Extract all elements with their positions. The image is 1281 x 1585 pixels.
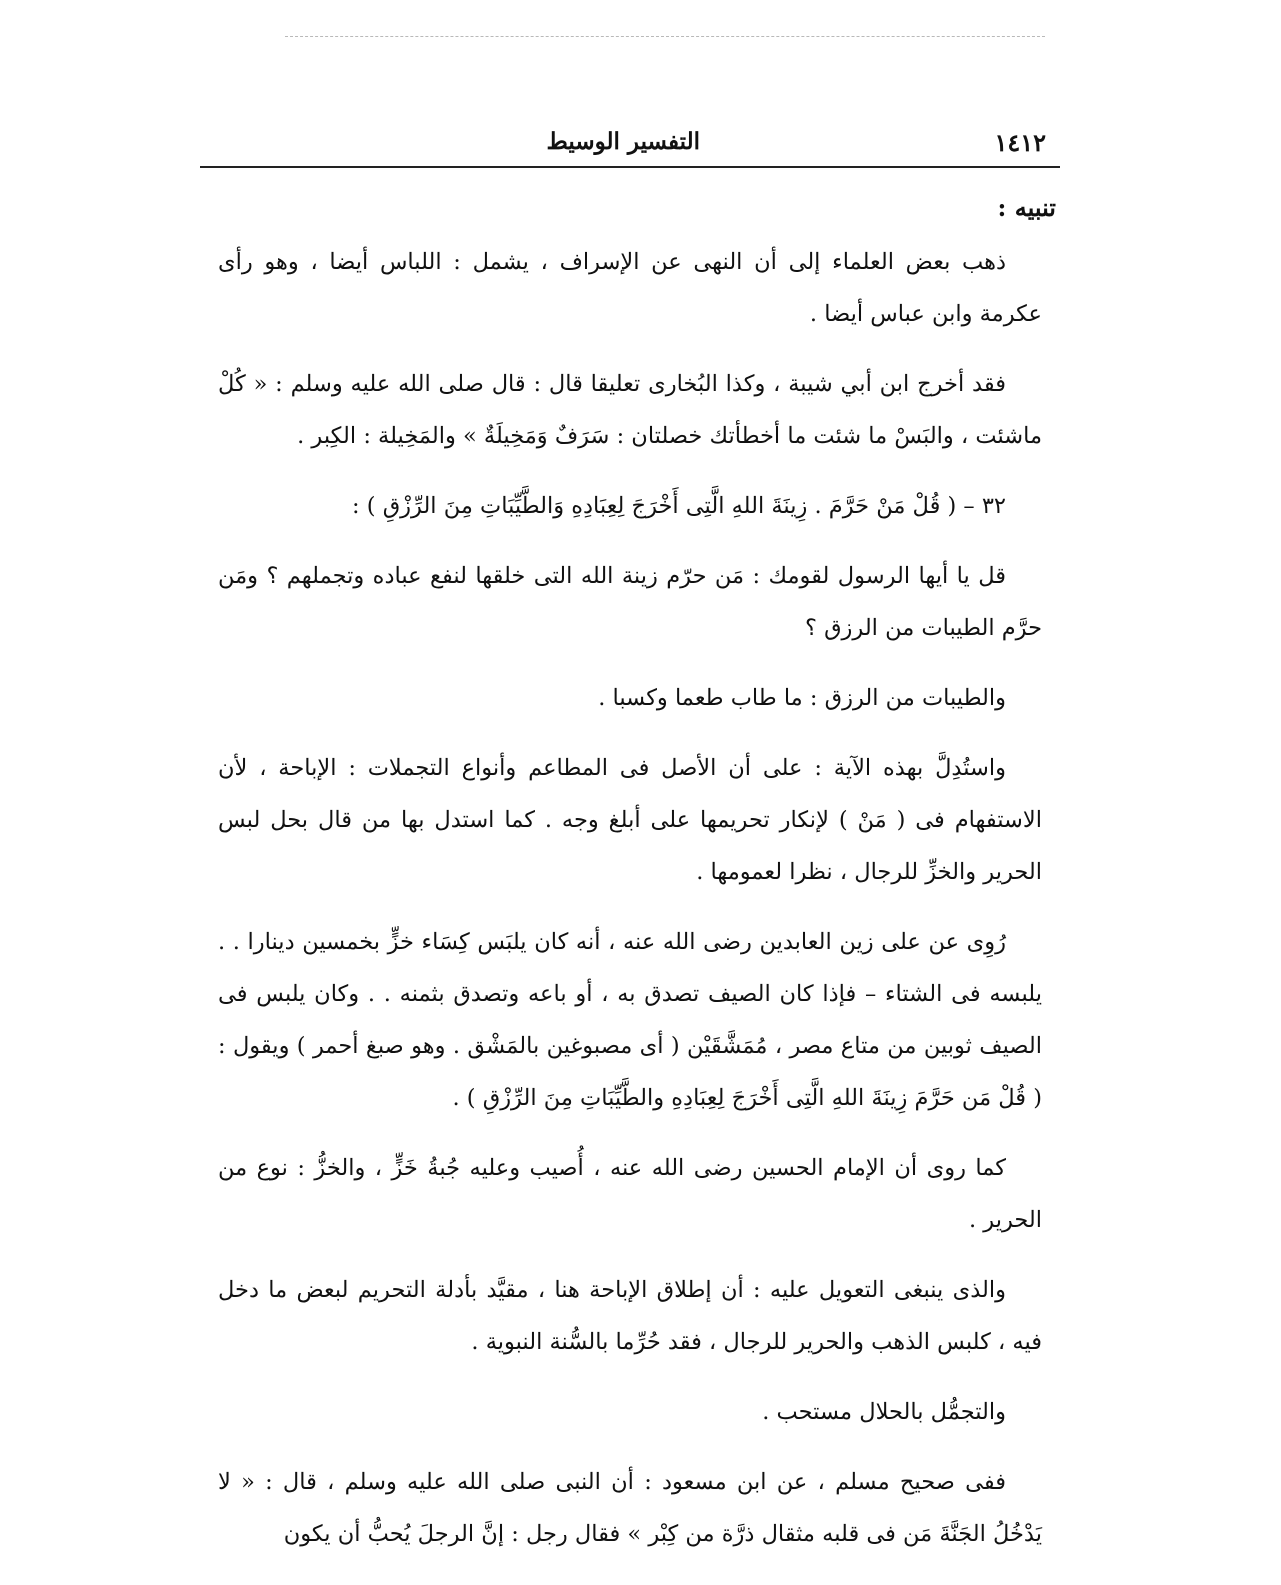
paragraph: كما روى أن الإمام الحسين رضى الله عنه ، أُصيب وعليه جُبةُ خَزٍّ ، والخزُّ : نوع من الحرير . [218, 1155, 1042, 1233]
paragraph: والذى ينبغى التعويل عليه : أن إطلاق الإباحة هنا ، مقيَّد بأدلة التحريم لبعض ما دخل فيه ، كلبس الذهب والحرير للرجال ، فقد حُرِّما بالسُّنة النبوية . [218, 1277, 1042, 1355]
paragraph: ففى صحيح مسلم ، عن ابن مسعود : أن النبى صلى الله عليه وسلم ، قال : « لا يَدْخُلُ الجَنَّةَ مَن فى قلبه مثقال ذرَّة من كِبْر » فقال رجل : إنَّ الرجلَ يُحبُّ أن يكون [218, 1469, 1042, 1547]
scan-edge-line [285, 36, 1045, 37]
paragraph: واستُدِلَّ بهذه الآية : على أن الأصل فى المطاعم وأنواع التجملات : الإباحة ، لأن الاستفهام فى ( مَنْ ) لإنكار تحريمها على أبلغ وجه . كما استدل بها من قال بحل لبس الحرير والخزِّ للرجال ، نظرا لعمومها . [218, 755, 1042, 885]
paragraph: والطيبات من الرزق : ما طاب طعما وكسبا . [598, 685, 1006, 711]
paragraph: والتجمُّل بالحلال مستحب . [762, 1399, 1006, 1425]
paragraph: قل يا أيها الرسول لقومك : مَن حرّم زينة الله التى خلقها لنفع عباده وتجملهم ؟ ومَن حرَّم الطيبات من الرزق ؟ [218, 563, 1042, 641]
running-title: التفسير الوسيط [546, 128, 700, 155]
paragraph: ذهب بعض العلماء إلى أن النهى عن الإسراف ، يشمل : اللباس أيضا ، وهو رأى عكرمة وابن عباس أيضا . [218, 249, 1042, 327]
page-number: ١٤١٢ [994, 128, 1046, 157]
page-header [200, 126, 1060, 168]
section-heading: تنبيه : [997, 193, 1056, 222]
paragraph: رُوِى عن على زين العابدين رضى الله عنه ، أنه كان يلبَس كِسَاء خزٍّ بخمسين دينارا . . يلبسه فى الشتاء – فإذا كان الصيف تصدق به ، أو باعه وتصدق بثمنه . . وكان يلبس فى الصيف ثوبين من متاع مصر ، مُمَشَّقَيْن ( أى مصبوغين بالمَشْق . وهو صبغ أحمر ) ويقول : ( قُلْ مَن حَرَّمَ زِينَةَ اللهِ الَّتِى أَخْرَجَ لِعِبَادِهِ والطَّيِّبَاتِ مِنَ الرِّزْقِ ) . [218, 929, 1042, 1111]
paragraph: فقد أخرج ابن أبي شيبة ، وكذا البُخارى تعليقا قال : قال صلى الله عليه وسلم : « كُلْ ماشئت ، والبَسْ ما شئت ما أخطأتك خصلتان : سَرَفٌ وَمَخِيلَةٌ » والمَخِيلة : الكِبر . [218, 371, 1042, 449]
verse-heading: ٣٢ – ( قُلْ مَنْ حَرَّمَ . زِينَةَ اللهِ الَّتِى أَخْرَجَ لِعِبَادِهِ وَالطَّيِّبَاتِ مِنَ الرِّزْقِ ) : [352, 493, 1006, 519]
page-body [200, 168, 1060, 1560]
book-page [200, 126, 1060, 1578]
